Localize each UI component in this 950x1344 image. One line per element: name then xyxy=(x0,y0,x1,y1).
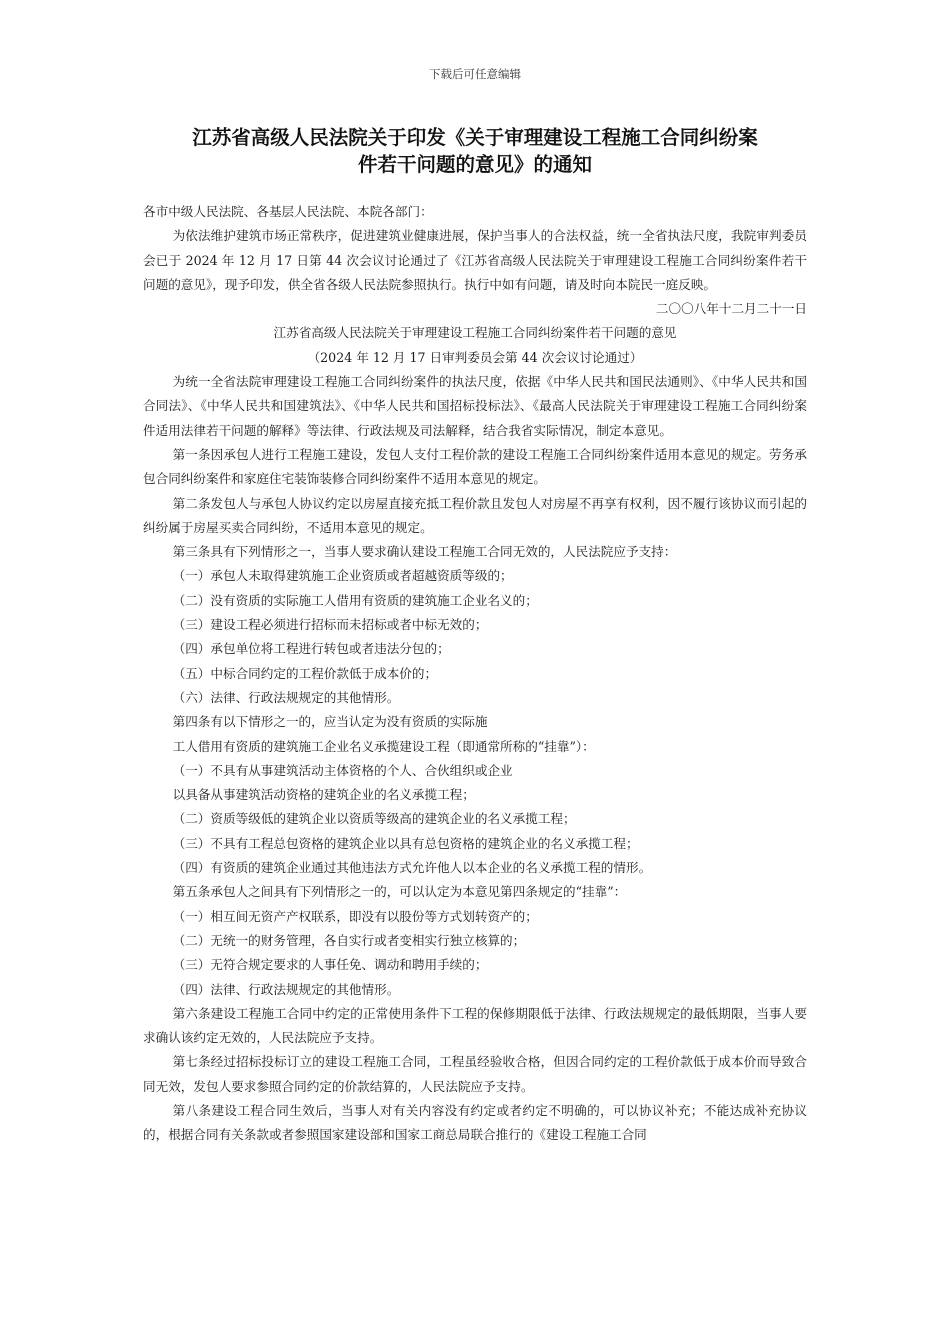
article-5-item: （四）法律、行政法规规定的其他情形。 xyxy=(172,981,400,997)
title-line-2: 件若干问题的意见》的通知 xyxy=(357,153,592,176)
document-body xyxy=(143,200,807,1148)
article-4-item-1-line-2: 以具备从事建筑活动资格的建筑企业的名义承揽工程； xyxy=(172,787,475,803)
article-7: 第七条经过招标投标订立的建设工程施工合同，工程虽经验收合格，但因合同约定的工程价款低于成本价而导致合同无效，发包人要求参照合同约定的价款结算的，人民法院应予支持。 xyxy=(143,1054,807,1094)
article-4-line-2: 工人借用有资质的建筑施工企业名义承揽建设工程（即通常所称的“挂靠”）： xyxy=(172,738,595,754)
article-5: 第五条承包人之间具有下列情形之一的，可以认定为本意见第四条规定的“挂靠”： xyxy=(172,884,627,900)
preamble-paragraph: 为统一全省法院审理建设工程施工合同纠纷案件的执法尺度，依据《中华人民共和国民法通则》、《中华人民共和国合同法》、《中华人民共和国建筑法》、《中华人民共和国招标投标法》、《最高人民法院关于审理建设工程施工合同纠纷案件适用法律若干问题的解释》等法律、行政法规及司法解释，结合我省实际情况，制定本意见。 xyxy=(143,374,807,438)
article-3-item: （三）建设工程必须进行招标而未招标或者中标无效的； xyxy=(172,617,488,633)
header-note: 下载后可任意编辑 xyxy=(429,67,521,81)
article-3-item: （一）承包人未取得建筑施工企业资质或者超越资质等级的； xyxy=(172,568,513,584)
article-3-item: （二）没有资质的实际施工人借用有资质的建筑施工企业名义的； xyxy=(172,592,538,608)
notice-paragraph: 为依法维护建筑市场正常秩序，促进建筑业健康进展，保护当事人的合法权益，统一全省执法尺度，我院审判委员会已于 2024 年 12 月 17 日第 44 次会议讨论通过了《江苏省高级人民法院关于审理建设工程施工合同纠纷案件若干问题的意见》，现予印发，供全省各级人民法院参照执行。执行中如有问题，请及时向本院民一庭反映。 xyxy=(143,228,807,292)
article-3-item: （四）承包单位将工程进行转包或者违法分包的； xyxy=(172,641,450,657)
notice-date: 二〇〇八年十二月二十一日 xyxy=(655,301,807,317)
article-5-item: （二）无统一的财务管理，各自实行或者变相实行独立核算的； xyxy=(172,932,526,948)
article-1: 第一条因承包人进行工程施工建设，发包人支付工程价款的建设工程施工合同纠纷案件适用本意见的规定。劳务承包合同纠纷案件和家庭住宅装饰装修合同纠纷案件不适用本意见的规定。 xyxy=(143,446,807,487)
title-line-1: 江苏省高级人民法院关于印发《关于审理建设工程施工合同纠纷案 xyxy=(192,126,758,149)
article-3: 第三条具有下列情形之一，当事人要求确认建设工程施工合同无效的，人民法院应予支持： xyxy=(172,544,677,560)
article-3-item: （六）法律、行政法规规定的其他情形。 xyxy=(172,689,400,705)
document-title xyxy=(143,124,807,178)
article-4-line-1: 第四条有以下情形之一的，应当认定为没有资质的实际施 xyxy=(172,714,488,730)
article-5-item: （三）无符合规定要求的人事任免、调动和聘用手续的； xyxy=(172,957,488,973)
article-8: 第八条建设工程合同生效后，当事人对有关内容没有约定或者约定不明确的，可以协议补充；不能达成补充协议的，根据合同有关条款或者参照国家建设部和国家工商总局联合推行的《建设工程施工合同 xyxy=(143,1102,807,1143)
article-4-item: （三）不具有工程总包资格的建筑企业以具有总包资格的建筑企业的名义承揽工程； xyxy=(172,835,639,851)
article-2: 第二条发包人与承包人协议约定以房屋直接充抵工程价款且发包人对房屋不再享有权利，因不履行该协议而引起的纠纷属于房屋买卖合同纠纷，不适用本意见的规定。 xyxy=(143,495,807,535)
addressee: 各市中级人民法院、各基层人民法院、本院各部门： xyxy=(143,204,433,219)
article-6: 第六条建设工程施工合同中约定的正常使用条件下工程的保修期限低于法律、行政法规规定的最低期限，当事人要求确认该约定无效的，人民法院应予支持。 xyxy=(143,1005,807,1046)
article-4-item: （四）有资质的建筑企业通过其他违法方式允许他人以本企业的名义承揽工程的情形。 xyxy=(172,860,652,876)
article-4-item-1-line-1: （一）不具有从事建筑活动主体资格的个人、合伙组织或企业 xyxy=(172,762,513,778)
opinion-heading: 江苏省高级人民法院关于审理建设工程施工合同纠纷案件若干问题的意见 xyxy=(273,325,677,341)
article-4-item: （二）资质等级低的建筑企业以资质等级高的建筑企业的名义承揽工程； xyxy=(172,811,576,827)
opinion-subheading: （2024 年 12 月 17 日审判委员会第 44 次会议讨论通过） xyxy=(307,349,643,365)
article-5-item: （一）相互间无资产产权联系，即没有以股份等方式划转资产的； xyxy=(172,908,538,924)
article-3-item: （五）中标合同约定的工程价款低于成本价的； xyxy=(172,665,438,681)
